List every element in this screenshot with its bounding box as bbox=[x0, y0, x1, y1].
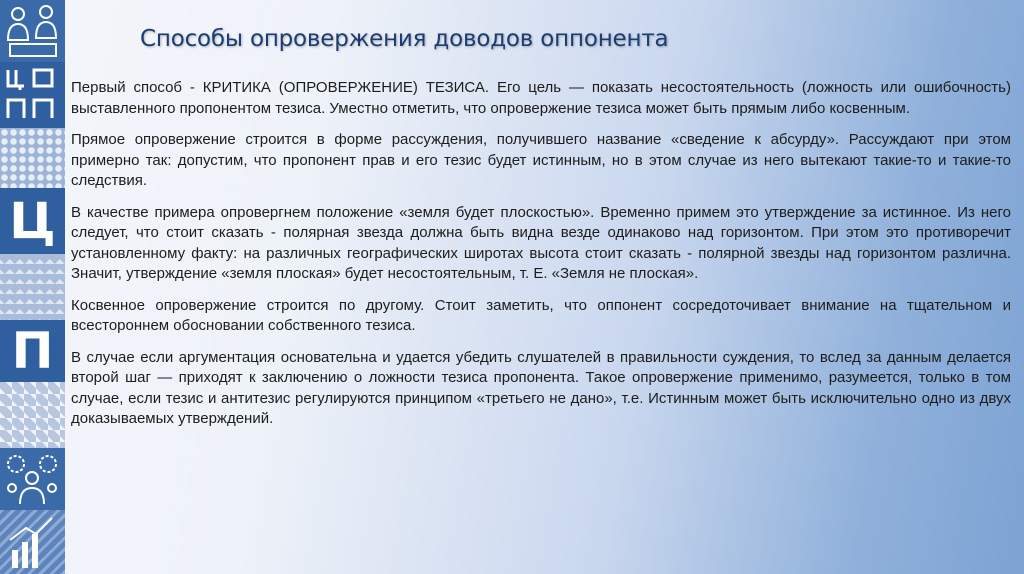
letter-tile-1 bbox=[0, 188, 65, 254]
copp-logo-icon bbox=[0, 62, 65, 128]
paragraph: Первый способ - КРИТИКА (ОПРОВЕРЖЕНИЕ) ТЕЗИСА. Его цель — показать несостоятельность (ложность или ошибочность) выставленного пропонентом тезиса. Уместно отметить, что опровержение тезиса может быть прямым либо косвенным. bbox=[71, 79, 1011, 117]
pattern-dots bbox=[0, 128, 65, 188]
letter-tile-2 bbox=[0, 320, 65, 382]
pattern-triangles bbox=[0, 254, 65, 320]
paragraph: В случае если аргументация основательна и удается убедить слушателей в правильности суждения, то вслед за данным делается второй шаг — приходят к заключению о ложности тезиса пропонента. Такое опровержение применимо, разумеется, только в том случае, если тезис и антитезис регулируются принципом «третьего не дано», т.е. Истинным может быть исключительно одно из двух доказываемых утверждений. bbox=[71, 348, 1011, 427]
slide-body bbox=[71, 78, 1011, 441]
sidebar-decoration bbox=[0, 0, 65, 574]
paragraph: В качестве примера опровергнем положение «земля будет плоскостью». Временно примем это утверждение за истинное. Из него следует, что стоит сказать - полярная звезда должна быть видна везде одинаково над горизонтом. При этом это противоречит установленному факту: на различных географических широтах высота стоит сказать - полярной звезды над горизонтом различна. Значит, утверждение «земля плоская» будет несостоятельным, т. Е. «Земля не плоская». bbox=[71, 203, 1011, 282]
gears-people-icon bbox=[0, 448, 65, 510]
letter-p: П bbox=[11, 322, 54, 380]
letter-c: Ц bbox=[9, 192, 56, 250]
logo-tile bbox=[0, 62, 65, 128]
people-icon bbox=[0, 0, 65, 62]
slide-title: Способы опровержения доводов оппонента bbox=[140, 26, 669, 52]
paragraph: Косвенное опровержение строится по другому. Стоит заметить, что оппонент сосредоточивает внимание на тщательном и всестороннем обосновании собственного тезиса. bbox=[71, 296, 1011, 334]
paragraph: Прямое опровержение строится в форме рассуждения, получившего название «сведение к абсурду». Рассуждают при этом примерно так: допустим, что пропонент прав и его тезис будет истинным, но в этом случае из него вытекают такие-то и такие-то следствия. bbox=[71, 131, 1011, 189]
pattern-diamonds bbox=[0, 382, 65, 448]
chart-growth-icon bbox=[0, 510, 65, 574]
